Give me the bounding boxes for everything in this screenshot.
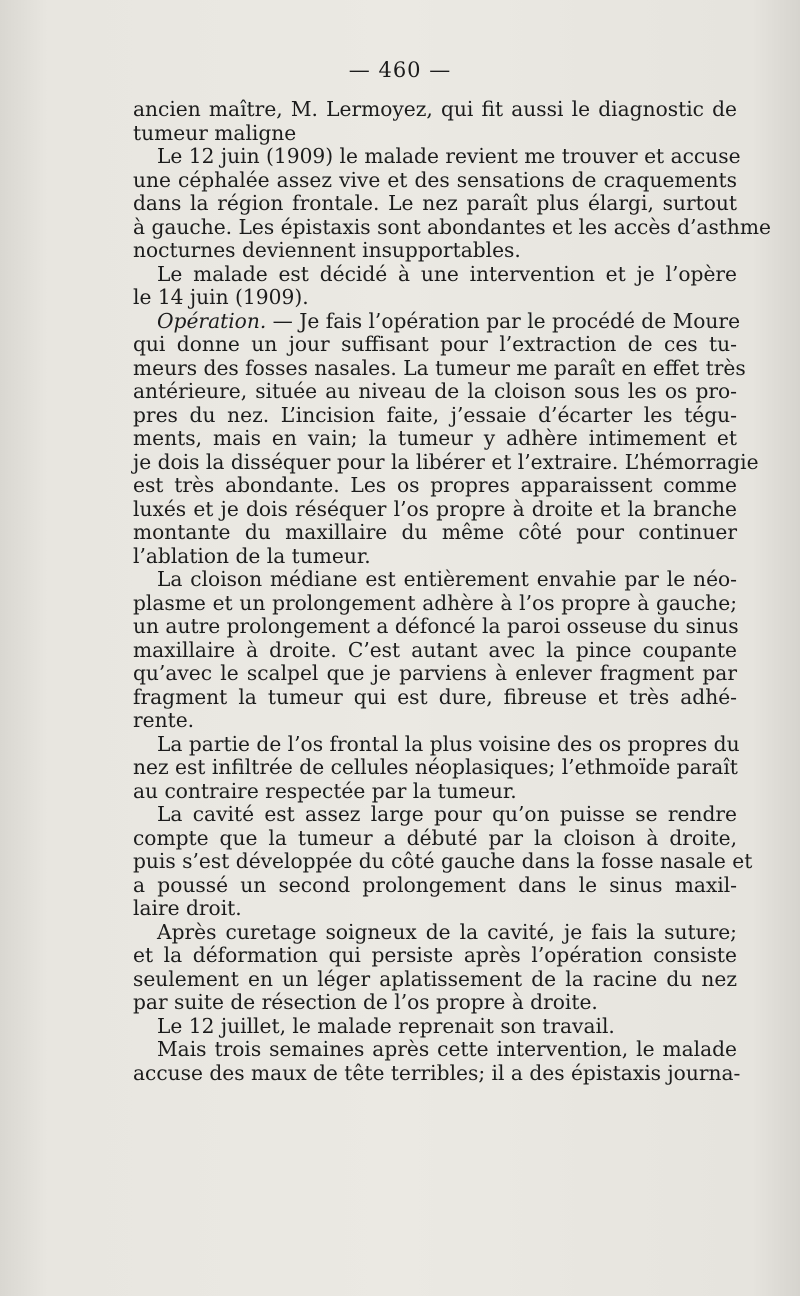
line-text: accuse des maux de tête terribles; il a des épistaxis journa-: [133, 1060, 741, 1085]
line-text: meurs des fosses nasales. La tumeur me paraît en effet très: [133, 355, 746, 380]
line-text: le 14 juin (1909).: [133, 285, 309, 309]
text-line: [133, 568, 737, 592]
text-line: [133, 1060, 741, 1086]
text-line: [133, 355, 746, 381]
line-text: Après curetage soigneux de la cavité, je fais la suture;: [157, 919, 737, 944]
line-text: l’ablation de la tumeur.: [133, 543, 371, 568]
text-line: [133, 803, 737, 827]
text-line: [133, 474, 737, 498]
line-text: Le malade est décidé à une intervention et je l’opère: [157, 261, 737, 286]
text-line: [133, 874, 737, 898]
text-line: [133, 731, 740, 757]
text-line: [133, 686, 737, 710]
text-line: [133, 380, 737, 404]
line-text: La cloison médiane est entièrement envahie par le néo-: [157, 567, 737, 591]
text-line: [133, 333, 737, 357]
line-text: antérieure, située au niveau de la cloison sous les os pro-: [133, 379, 737, 403]
line-text: montante du maxillaire du même côté pour continuer: [133, 520, 737, 544]
line-text: pres du nez. L’incision faite, j’essaie d’écarter les tégu-: [133, 402, 737, 427]
line-text: par suite de résection de l’os propre à droite.: [133, 990, 598, 1014]
line-text: a poussé un second prolongement dans le sinus maxil-: [133, 872, 737, 897]
text-line: [133, 239, 737, 263]
text-line: [133, 639, 737, 663]
text-line: [133, 1015, 737, 1039]
line-text: puis s’est développée du côté gauche dans la fosse nasale et: [133, 849, 753, 873]
text-line: [133, 427, 737, 451]
text-line: [133, 308, 741, 334]
line-text: tumeur maligne: [133, 120, 297, 145]
text-line: [133, 263, 737, 287]
line-text: rente.: [133, 708, 195, 732]
line-text: plasme et un prolongement adhère à l’os propre à gauche;: [133, 590, 737, 615]
text-line: [133, 498, 737, 522]
line-text: seulement en un léger aplatissement de la racine du nez: [133, 966, 737, 991]
text-line: [133, 780, 737, 804]
text-line: [133, 849, 753, 874]
line-text: Le 12 juillet, le malade reprenait son travail.: [157, 1013, 615, 1038]
text-line: [133, 286, 737, 310]
line-text: qui donne un jour suffisant pour l’extraction de ces tu-: [133, 332, 737, 356]
text-line: [133, 98, 737, 122]
text-line: [133, 756, 737, 780]
line-text: dans la région frontale. Le nez paraît plus élargi, surtout: [133, 191, 737, 215]
text-line: [133, 1038, 737, 1062]
text-line: [133, 545, 737, 569]
line-text: laire droit.: [133, 896, 242, 920]
line-text: nocturnes deviennent insupportables.: [133, 238, 521, 262]
text-line: [133, 968, 737, 992]
line-text: je dois la disséquer pour la libérer et l’extraire. L’hémorragie: [133, 449, 759, 474]
page-number: — 460 —: [348, 58, 452, 82]
line-text: ancien maître, M. Lermoyez, qui fit aussi le diagnostic de: [133, 97, 737, 121]
line-text: à gauche. Les épistaxis sont abondantes et les accès d’asthme: [133, 214, 772, 239]
text-line: [133, 921, 737, 945]
line-text: maxillaire à droite. C’est autant avec la pince coupante: [133, 637, 737, 662]
line-text: Le 12 juin (1909) le malade revient me trouver et accuse: [157, 144, 741, 168]
text-line: [133, 592, 737, 616]
line-text: compte que la tumeur a débuté par la cloison à droite,: [133, 825, 737, 850]
text-line: [133, 214, 772, 240]
text-line: [133, 192, 737, 216]
line-text: une céphalée assez vive et des sensations de craquements: [133, 167, 737, 192]
text-line: [133, 449, 759, 475]
line-text: luxés et je dois réséquer l’os propre à droite et la branche: [133, 496, 737, 521]
line-text: au contraire respectée par la tumeur.: [133, 778, 517, 803]
line-text: qu’avec le scalpel que je parviens à enlever fragment par: [133, 661, 737, 685]
text-line: [133, 521, 737, 545]
text-line: [133, 615, 737, 639]
line-text: — Je fais l’opération par le procédé de Moure: [266, 308, 741, 333]
line-text: La partie de l’os frontal la plus voisine des os propres du: [157, 731, 740, 756]
line-text: fragment la tumeur qui est dure, fibreuse et très adhé-: [133, 684, 737, 709]
line-text: ments, mais en vain; la tumeur y adhère intimement et: [133, 426, 737, 450]
text-line: [133, 944, 737, 968]
text-line: [133, 404, 737, 428]
text-line: [133, 827, 737, 851]
body-text: [133, 97, 772, 1085]
line-text: La cavité est assez large pour qu’on puisse se rendre: [157, 802, 737, 826]
text-line: [133, 662, 737, 686]
line-text: un autre prolongement a défoncé la paroi osseuse du sinus: [133, 614, 739, 638]
text-line: [133, 144, 741, 169]
text-line: [133, 897, 737, 921]
line-text: Mais trois semaines après cette intervention, le malade: [157, 1037, 737, 1061]
line-text: et la déformation qui persiste après l’opération consiste: [133, 943, 737, 967]
line-text: nez est infiltrée de cellules néoplasiques; l’ethmoïde paraît: [133, 755, 738, 779]
text-line: [133, 122, 737, 146]
section-heading: Opération.: [157, 308, 267, 333]
text-line: [133, 709, 737, 733]
text-line: [133, 991, 737, 1015]
text-line: [133, 169, 737, 193]
line-text: est très abondante. Les os propres apparaissent comme: [133, 473, 737, 497]
